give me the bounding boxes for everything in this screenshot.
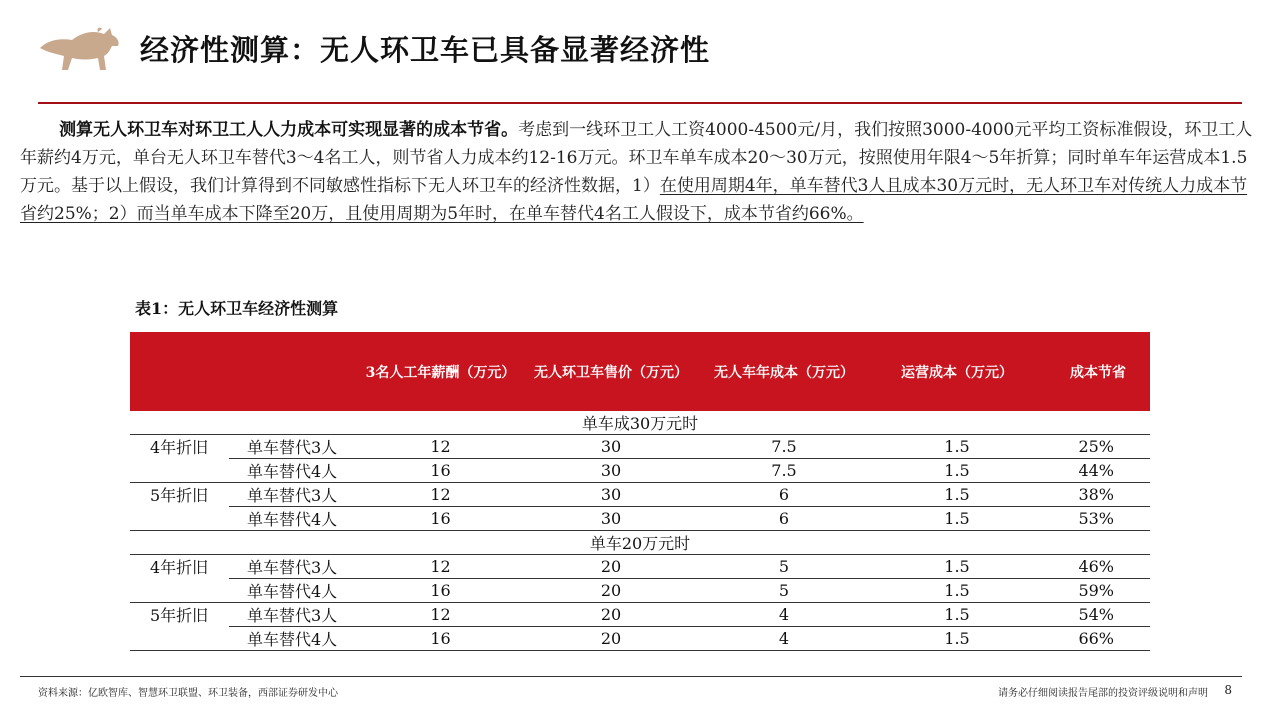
cell-saving: 44%	[1046, 459, 1150, 483]
cell-period: 5年折旧	[150, 606, 209, 626]
cell-salary: 12	[359, 435, 522, 459]
cell-period	[130, 459, 229, 483]
cell-saving: 53%	[1046, 507, 1150, 531]
header-cell	[229, 332, 359, 411]
body-text: 考虑到一线环卫工人工资4000-4500元/月，我们按照3000-4000元平均工资标准假设，环卫工人年薪约4万元，单台无人环卫车替代3～4名工人，则节省人力成本约12-16万元。环卫车单车成本20～30万元，按照使用年限4～5年折算；同时单车年运营成本1.5万元。基于以上假设，我们计算得到不同敏感性指标下无人环卫车的经济性数据，1）	[20, 120, 1253, 196]
footer-divider	[20, 676, 1242, 677]
cell-ops: 1.5	[868, 627, 1046, 651]
cell-replace: 单车替代4人	[229, 579, 359, 603]
cell-salary: 12	[359, 483, 522, 507]
cell-replace: 单车替代4人	[229, 459, 359, 483]
cell-replace: 单车替代3人	[229, 435, 359, 459]
page-number: 8	[1224, 683, 1232, 697]
table-row	[130, 459, 1150, 483]
cell-salary: 16	[359, 459, 522, 483]
table-row	[130, 483, 1150, 507]
section-row	[130, 411, 1150, 435]
economics-table	[130, 332, 1150, 651]
header-divider	[38, 102, 1242, 104]
cell-annual: 4	[700, 627, 868, 651]
cell-annual: 6	[700, 483, 868, 507]
cell-replace: 单车替代4人	[229, 507, 359, 531]
table-row	[130, 435, 1150, 459]
cell-ops: 1.5	[868, 435, 1046, 459]
cell-salary: 16	[359, 507, 522, 531]
cell-ops: 1.5	[868, 459, 1046, 483]
disclaimer: 请务必仔细阅读报告尾部的投资评级说明和声明	[998, 688, 1208, 699]
cell-annual: 7.5	[700, 459, 868, 483]
header-cell: 3名人工年薪酬（万元）	[359, 332, 522, 411]
cell-ops: 1.5	[868, 603, 1046, 627]
cell-annual: 5	[700, 555, 868, 579]
cell-replace: 单车替代4人	[229, 627, 359, 651]
cell-saving: 66%	[1046, 627, 1150, 651]
table-row	[130, 555, 1150, 579]
cell-price: 20	[522, 555, 700, 579]
cell-ops: 1.5	[868, 579, 1046, 603]
cell-saving: 54%	[1046, 603, 1150, 627]
cell-period: 5年折旧	[150, 486, 209, 506]
cell-price: 20	[522, 579, 700, 603]
cell-annual: 6	[700, 507, 868, 531]
page-title: 经济性测算：无人环卫车已具备显著经济性	[140, 33, 711, 67]
table-row	[130, 627, 1150, 651]
cell-price: 30	[522, 435, 700, 459]
cell-price: 30	[522, 459, 700, 483]
cell-saving: 46%	[1046, 555, 1150, 579]
section-title: 单车20万元时	[130, 531, 1150, 555]
cell-annual: 7.5	[700, 435, 868, 459]
cell-replace: 单车替代3人	[229, 555, 359, 579]
cell-price: 30	[522, 507, 700, 531]
body-paragraph	[20, 116, 1256, 228]
header-cell: 运营成本（万元）	[868, 332, 1046, 411]
table-caption: 表1：无人环卫车经济性测算	[135, 299, 339, 318]
header-cell: 无人环卫车售价（万元）	[522, 332, 700, 411]
cell-price: 20	[522, 627, 700, 651]
cell-replace: 单车替代3人	[229, 603, 359, 627]
bull-logo-icon	[38, 26, 122, 72]
cell-period	[130, 579, 229, 603]
cell-period	[130, 507, 229, 531]
lead-sentence: 测算无人环卫车对环卫工人人力成本可实现显著的成本节省。	[59, 120, 519, 140]
cell-ops: 1.5	[868, 507, 1046, 531]
header-cell	[130, 332, 229, 411]
section-row	[130, 531, 1150, 555]
cell-annual: 4	[700, 603, 868, 627]
source-note: 资料来源：亿欧智库、智慧环卫联盟、环卫装备，西部证券研发中心	[38, 688, 338, 699]
cell-price: 30	[522, 483, 700, 507]
cell-annual: 5	[700, 579, 868, 603]
cell-saving: 59%	[1046, 579, 1150, 603]
cell-period	[130, 627, 229, 651]
table-row	[130, 507, 1150, 531]
cell-replace: 单车替代3人	[229, 483, 359, 507]
cell-ops: 1.5	[868, 483, 1046, 507]
key-conclusion: 在使用周期4年，单车替代3人且成本30万元时，无人环卫车对传统人力成本节省约25%；2）而当单车成本下降至20万，且使用周期为5年时，在单车替代4名工人假设下，成本节省约66%。	[20, 176, 1248, 224]
table-body	[130, 411, 1150, 651]
cell-period: 4年折旧	[150, 438, 209, 458]
header-cell: 无人车年成本（万元）	[700, 332, 868, 411]
table-row	[130, 579, 1150, 603]
section-title: 单车成30万元时	[130, 411, 1150, 435]
cell-salary: 16	[359, 579, 522, 603]
header-cell: 成本节省	[1046, 332, 1150, 411]
table-row	[130, 603, 1150, 627]
table-header-row	[130, 332, 1150, 411]
cell-saving: 38%	[1046, 483, 1150, 507]
cell-price: 20	[522, 603, 700, 627]
cell-saving: 25%	[1046, 435, 1150, 459]
cell-ops: 1.5	[868, 555, 1046, 579]
cell-salary: 12	[359, 555, 522, 579]
cell-salary: 16	[359, 627, 522, 651]
cell-salary: 12	[359, 603, 522, 627]
cell-period: 4年折旧	[150, 558, 209, 578]
